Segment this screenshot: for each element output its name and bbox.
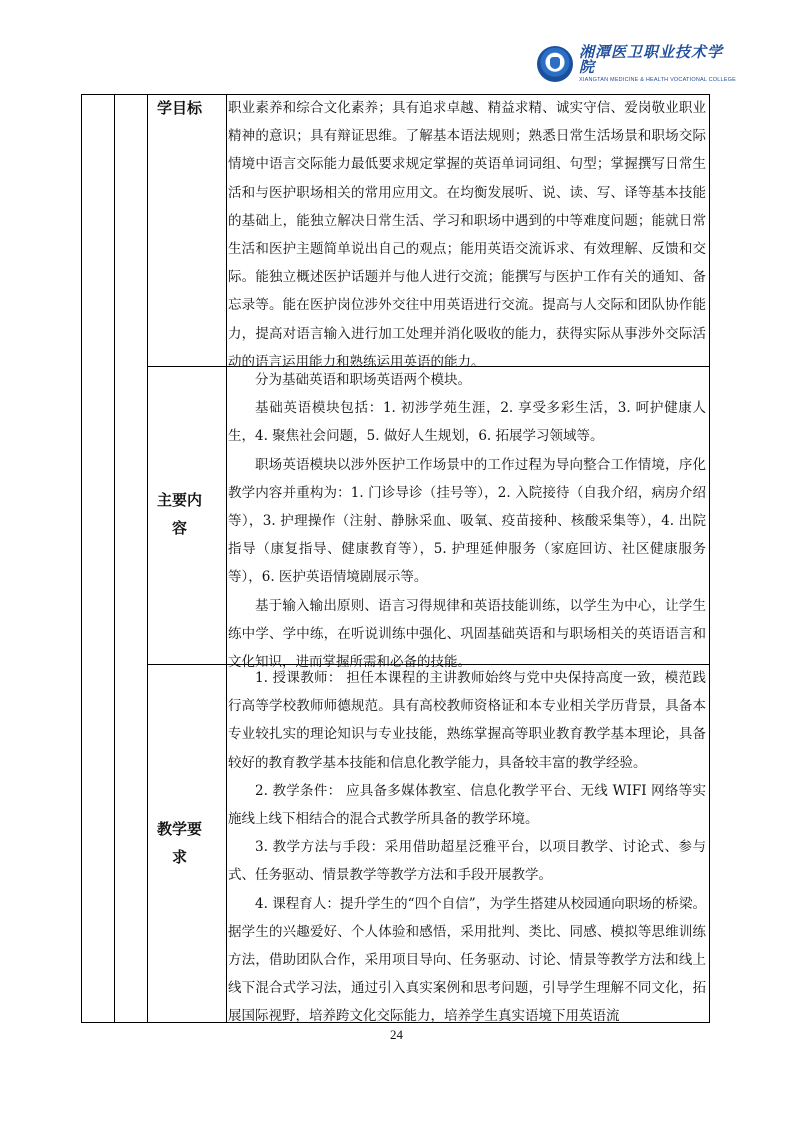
row-label-objectives: 学目标 [156, 99, 202, 117]
content-paragraph-3: 职场英语模块以涉外医护工作场景中的工作过程为导向整合工作情境，序化教学内容并重构为：1. 门诊导诊（挂号等），2. 入院接待（自我介绍，病房介绍等），3. 护理操作（注射、静脉采血、吸氧、疫苗接种、核酸采集等），4. 出院指导（康复指导、健康教育等），5. 护理延伸服务（家庭回访、社区健康服务等），6. 医护英语情境剧展示等。 [228, 456, 706, 586]
objectives-paragraph: 职业素养和综合文化素养；具有追求卓越、精益求精、诚实守信、爱岗敬业职业精神的意识；具有辩证思维。了解基本语法规则；熟悉日常生活场景和职场交际情境中语言交际能力最低要求规定掌握的英语单词词组、句型；掌握撰写日常生活和与医护职场相关的常用应用文。在均衡发展听、说、读、写、译等基本技能的基础上，能独立解决日常生活、学习和职场中遇到的中等难度问题；能就日常生活和医护主题简单说出自己的观点；能用英语交流诉求、有效理解、反馈和交际。能独立概述医护话题并与他人进行交流；能撰写与医护工作有关的通知、备忘录等。能在医护岗位涉外交往中用英语进行交流。提高与人交际和团队协作能力，提高对语言输入进行加工处理并消化吸收的能力，获得实际从事涉外交际活动的语言运用能力和熟练运用英语的能力。 [228, 100, 706, 370]
row-label-requirements [146, 815, 213, 871]
row-label-requirements-line1: 教学要 [156, 820, 202, 838]
college-logo [537, 44, 737, 84]
college-name-cn: 湘潭医卫职业技术学院 [579, 42, 724, 76]
row-label-content-line1: 主要内 [156, 491, 202, 509]
main-content-text [228, 366, 706, 676]
requirement-paragraph-2: 2. 教学条件： 应具备多媒体教室、信息化教学平台、无线 WIFI 网络等实施线上线下相结合的混合式教学所具备的教学环境。 [228, 782, 706, 828]
content-paragraph-1: 分为基础英语和职场英语两个模块。 [255, 372, 471, 388]
requirement-paragraph-3: 3. 教学方法与手段：采用借助超星泛雅平台，以项目教学、讨论式、参与式、任务驱动、情景教学等教学方法和手段开展教学。 [228, 839, 706, 884]
label-column-divider [226, 95, 227, 1022]
table-divider-1 [114, 95, 115, 1022]
objectives-content [228, 94, 706, 376]
requirement-paragraph-4: 4. 课程育人：提升学生的“四个自信”，为学生搭建从校园通向职场的桥梁。据学生的兴趣爱好、个人体验和感悟，采用批判、类比、同感、模拟等思维训练方法，借助团队合作，采用项目导向、任务驱动、讨论、情景等教学方法和线上线下混合式学习法，通过引入真实案例和思考问题，引导学生理解不同文化，拓展国际视野，培养跨文化交际能力，培养学生真实语境下用英语流 [228, 895, 706, 1025]
content-paragraph-4: 基于输入输出原则、语言习得规律和英语技能训练，以学生为中心，让学生练中学、学中练，在听说训练中强化、巩固基础英语和与职场相关的英语语言和文化知识，进而掌握所需和必备的技能。 [228, 597, 706, 671]
row-label-requirements-line2: 求 [171, 848, 187, 866]
requirement-paragraph-1: 1. 授课教师： 担任本课程的主讲教师始终与党中央保持高度一致，模范践行高等学校教师师德规范。具有高校教师资格证和本专业相关学历背景，具备本专业较扎实的理论知识与专业技能，熟练掌握高等职业教育教学基本理论，具备较好的教育教学基本技能和信息化教学能力，具备较丰富的教学经验。 [228, 670, 706, 771]
college-name-en: XIANGTAN MEDICINE & HEALTH VOCATIONAL COLLEGE [579, 76, 737, 83]
row-label-content-line2: 容 [171, 519, 187, 537]
page-number: 24 [390, 1027, 403, 1042]
college-seal-icon [537, 46, 573, 82]
requirements-text [228, 664, 706, 1031]
row-label-content [146, 486, 213, 542]
table-divider-2 [147, 95, 148, 1022]
content-paragraph-2: 基础英语模块包括：1. 初涉学苑生涯，2. 享受多彩生活，3. 呵护健康人生，4. 聚焦社会问题，5. 做好人生规划，6. 拓展学习领域等。 [228, 400, 706, 445]
